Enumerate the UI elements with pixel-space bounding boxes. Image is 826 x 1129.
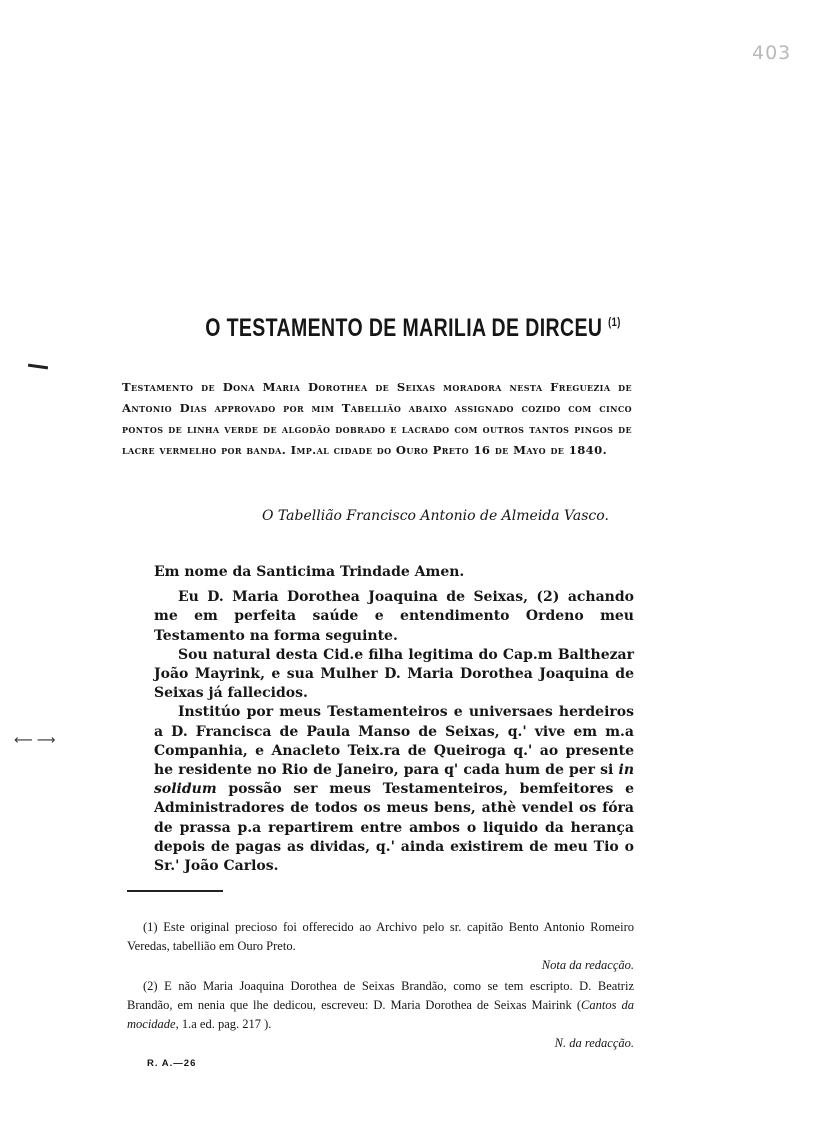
attribution: O Tabellião Francisco Antonio de Almeida Vasco. — [262, 508, 609, 524]
printer-mark: R. A.—26 — [147, 1058, 197, 1069]
footnote-2-start: (2) E não Maria Joaquina Dorothea de Seixas Brandão, como se tem escripto. D. Beatriz Brandão, em nenia que lhe dedicou, escreveu: D. Maria Dorothea de Seixas Mairink ( — [127, 979, 634, 1012]
invocation: Em nome da Santicima Trindade Amen. — [154, 564, 465, 580]
title-text: O TESTAMENTO DE MARILIA DE DIRCEU — [205, 314, 603, 342]
footnote-2 — [127, 977, 634, 1034]
footnote-2-italic: Cantos da mocidade — [127, 998, 634, 1031]
footnote-2-signoff: N. da redacção. — [554, 1036, 634, 1050]
paragraph-2: Sou natural desta Cid.e filha legitima do Cap.m Balthezar João Mayrink, e sua Mulher D. Maria Dorothea Joaquina de Seixas já fallecidos. — [154, 646, 634, 702]
testament-header: Testamento de Dona Maria Dorothea de Seixas moradora nesta Freguezia de Antonio Dias approvado por mim Tabellião abaixo assignado cozido com cinco pontos de linha verde de algodão dobrado e lacrado com outros tantos pingos de lacre vermelho por banda. Imp.al cidade do Ouro Preto 16 de Mayo de 1840. — [122, 380, 632, 457]
paragraph-3-end: possão ser meus Testamenteiros, bemfeitores e Administradores de todos os meus bens, athè vendel os fóra de prassa p.a repartirem entre ambos o liquido da herança depois de pagas as dividas, q.' ainda existirem de meu Tio o Sr.' João Carlos. — [154, 781, 634, 875]
footnote-2-end: , 1.a ed. pag. 217 ). — [175, 1017, 272, 1031]
paragraph-3-start: Institúo por meus Testamenteiros e universaes herdeiros a D. Francisca de Paula Manso de Seixas, q.' vive em m.a Companhia, e Anacleto Teix.ra de Queiroga q.' ao presente he residente no Rio de Janeiro, para q' cada hum de per si — [154, 704, 634, 779]
paragraph-1: Eu D. Maria Dorothea Joaquina de Seixas, (2) achando me em perfeita saúde e entendimento Ordeno meu Testamento na forma seguinte. — [154, 589, 634, 644]
page-number: 403 — [752, 42, 792, 64]
paragraph-3-italic: in solidum — [154, 762, 634, 798]
title-footnote-ref: (1) — [608, 315, 621, 329]
margin-mark — [28, 364, 48, 370]
margin-mark-lower: ⟵ ⟶ — [14, 733, 56, 748]
paragraph-3 — [154, 703, 634, 876]
footnote-1-signoff: Nota da redacção. — [541, 958, 634, 972]
document-title — [91, 314, 735, 343]
testament-body — [154, 563, 634, 876]
footnote-1: (1) Este original precioso foi offerecido ao Archivo pelo sr. capitão Bento Antonio Romeiro Veredas, tabellião em Ouro Preto. — [127, 920, 634, 953]
footnotes — [127, 918, 634, 1055]
footnote-divider — [127, 890, 223, 892]
